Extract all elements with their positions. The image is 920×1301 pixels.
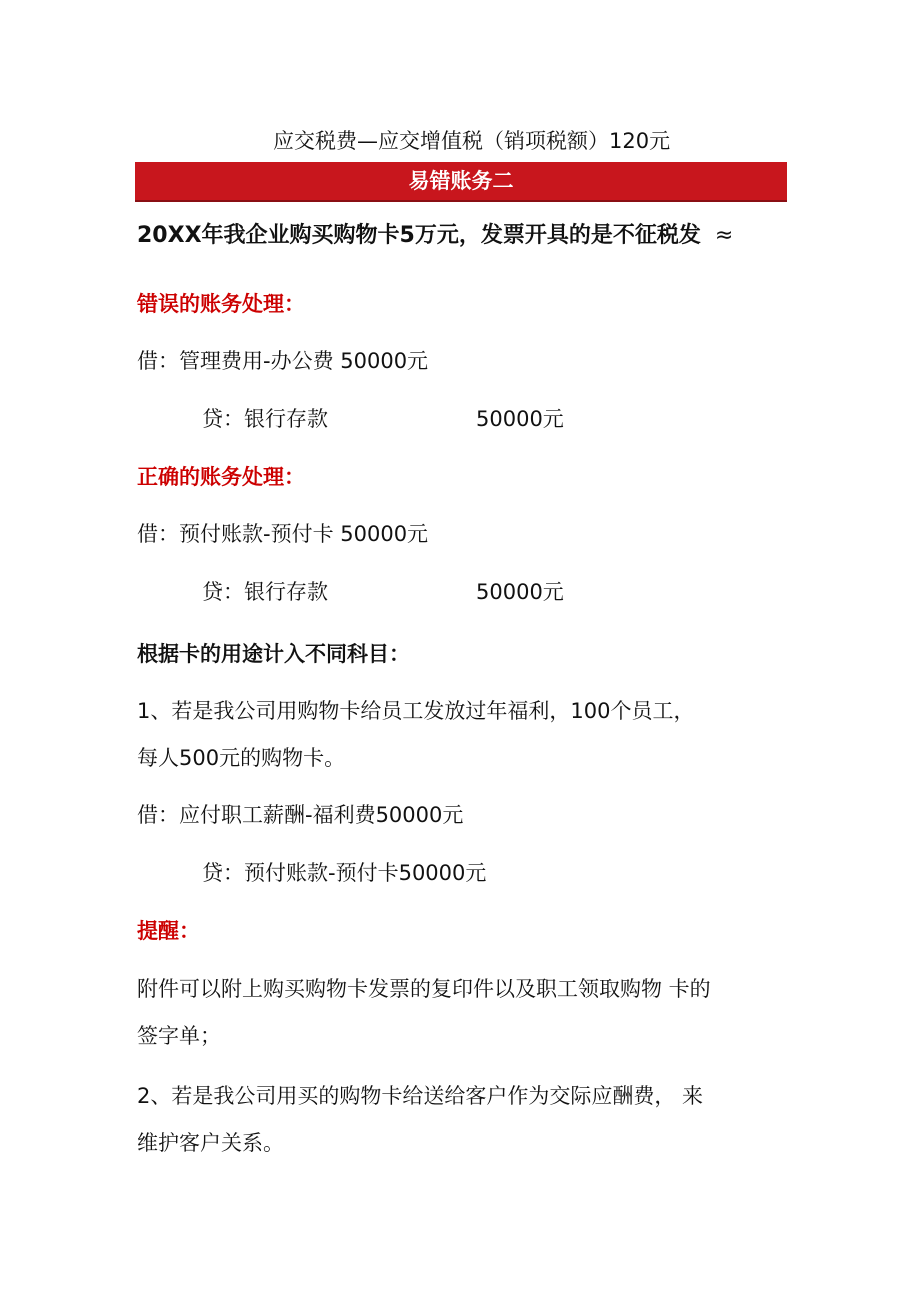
item1-line2: 每人500元的购物卡。 — [137, 746, 346, 770]
item1-line1: 1、若是我公司用购物卡给员工发放过年福利，100个员工， — [137, 699, 695, 723]
correct-heading: 正确的账务处理： — [137, 465, 305, 489]
item1-credit-entry: 贷：预付账款-预付卡50000元 — [202, 861, 487, 885]
correct-credit-entry — [202, 577, 802, 607]
reminder-heading: 提醒： — [137, 919, 200, 943]
reminder-line1: 附件可以附上购买购物卡发票的复印件以及职工领取购物 卡的 — [137, 977, 711, 1001]
approx-mark: ≈ — [714, 223, 734, 248]
correct-debit-entry: 借：预付账款-预付卡 50000元 — [137, 522, 429, 546]
section-banner: 易错账务二 — [135, 162, 787, 202]
reminder-line2: 签字单； — [137, 1024, 221, 1048]
intro-text — [137, 221, 733, 251]
correct-credit-label: 贷：银行存款 — [202, 580, 328, 604]
wrong-heading: 错误的账务处理： — [137, 292, 305, 316]
item2-line2: 维护客户关系。 — [137, 1131, 284, 1155]
intro-body: 20XX年我企业购买购物卡5万元，发票开具的是不征税发 — [137, 223, 701, 248]
usage-heading: 根据卡的用途计入不同科目： — [137, 642, 410, 666]
correct-credit-amount: 50000元 — [476, 580, 564, 604]
wrong-credit-amount: 50000元 — [476, 407, 564, 431]
header-line: 应交税费—应交增值税（销项税额）120元 — [273, 129, 671, 153]
item1-debit-entry: 借：应付职工薪酬-福利费50000元 — [137, 803, 464, 827]
wrong-credit-label: 贷：银行存款 — [202, 407, 328, 431]
item2-line1: 2、若是我公司用买的购物卡给送给客户作为交际应酬费， 来 — [137, 1084, 704, 1108]
wrong-credit-entry — [202, 404, 802, 434]
wrong-debit-entry: 借：管理费用-办公费 50000元 — [137, 349, 429, 373]
